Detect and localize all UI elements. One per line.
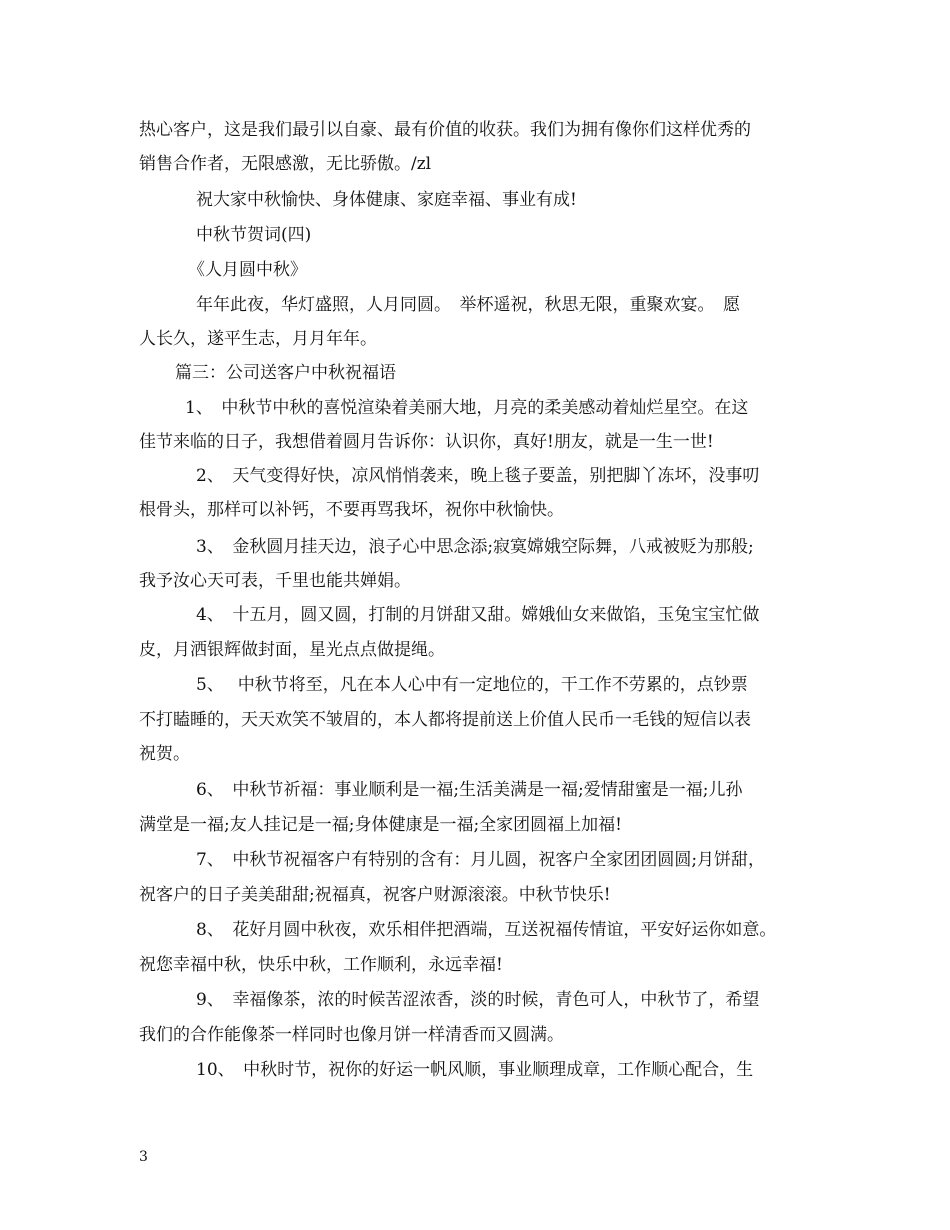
page-number: 3 <box>139 1149 148 1165</box>
list-item: 3、 金秋圆月挂天边，浪子心中思念添;寂寞嫦娥空际舞，八戒被贬为那般; <box>196 537 754 557</box>
text-line: 祝客户的日子美美甜甜;祝福真，祝客户财源滚滚。中秋节快乐! <box>139 885 611 905</box>
text-line: 销售合作者，无限感激，无比骄傲。/zl <box>139 154 432 174</box>
list-item: 10、 中秋时节，祝你的好运一帆风顺，事业顺理成章，工作顺心配合，生 <box>196 1060 754 1080</box>
section-heading: 中秋节贺词(四) <box>196 225 312 245</box>
list-item: 4、 十五月，圆又圆，打制的月饼甜又甜。嫦娥仙女来做馅，玉兔宝宝忙做 <box>196 605 760 625</box>
list-item: 7、 中秋节祝福客户有特别的含有：月儿圆，祝客户全家团团圆圆;月饼甜， <box>196 850 766 870</box>
text-line: 皮，月洒银辉做封面，星光点点做提绳。 <box>139 640 445 660</box>
text-line: 祝贺。 <box>139 744 190 764</box>
text-line: 祝您幸福中秋，快乐中秋，工作顺利，永远幸福! <box>139 955 503 975</box>
text-line: 我们的合作能像茶一样同时也像月饼一样清香而又圆满。 <box>139 1025 564 1045</box>
list-item: 2、 天气变得好快，凉风悄悄袭来，晚上毯子要盖，别把脚丫冻坏，没事叨 <box>196 466 760 486</box>
text-line: 根骨头，那样可以补钙，不要再骂我坏，祝你中秋愉快。 <box>139 500 564 520</box>
text-line: 热心客户，这是我们最引以自豪、最有价值的收获。我们为拥有像你们这样优秀的 <box>139 120 751 140</box>
text-line: 祝大家中秋愉快、身体健康、家庭幸福、事业有成! <box>196 190 577 210</box>
text-line: 佳节来临的日子，我想借着圆月告诉你：认识你，真好!朋友，就是一生一世! <box>139 432 714 452</box>
text-line: 人长久，遂平生志，月月年年。 <box>139 329 377 349</box>
poem-title: 《人月圆中秋》 <box>188 260 307 280</box>
list-item: 1、 中秋节中秋的喜悦渲染着美丽大地，月亮的柔美感动着灿烂星空。在这 <box>185 398 749 418</box>
list-item: 9、 幸福像茶，浓的时候苦涩浓香，淡的时候，青色可人，中秋节了，希望 <box>196 990 760 1010</box>
text-line: 不打瞌睡的，天天欢笑不皱眉的，本人都将提前送上价值人民币一毛钱的短信以表 <box>139 710 751 730</box>
text-line: 年年此夜，华灯盛照，人月同圆。 举杯遥祝，秋思无限，重聚欢宴。 愿 <box>196 295 740 315</box>
text-line: 我予汝心天可表，千里也能共婵娟。 <box>139 571 411 591</box>
section-heading: 篇三：公司送客户中秋祝福语 <box>175 363 396 383</box>
list-item: 5、 中秋节将至，凡在本人心中有一定地位的，干工作不劳累的，点钞票 <box>196 675 748 695</box>
list-item: 8、 花好月圆中秋夜，欢乐相伴把酒端，互送祝福传情谊，平安好运你如意。 <box>196 920 777 940</box>
text-line: 满堂是一福;友人挂记是一福;身体健康是一福;全家团圆福上加福! <box>139 815 623 835</box>
list-item: 6、 中秋节祈福：事业顺利是一福;生活美满是一福;爱情甜蜜是一福;儿孙 <box>196 780 743 800</box>
